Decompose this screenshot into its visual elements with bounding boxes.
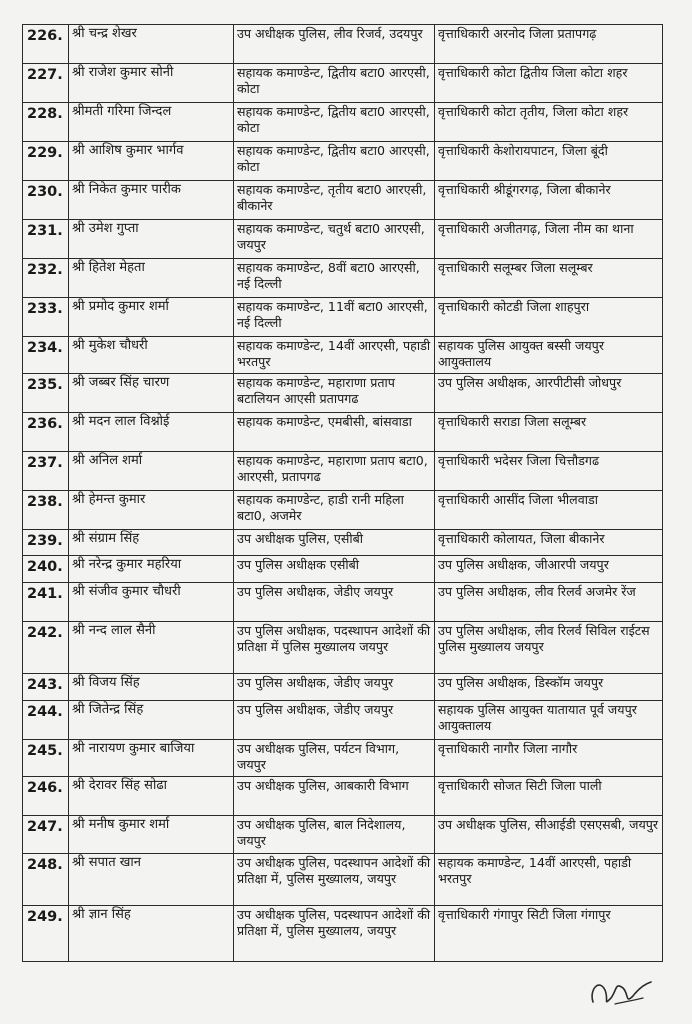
current-posting: उप अधीक्षक पुलिस, पदस्थापन आदेशों की प्रतिक्षा में, पुलिस मुख्यालय, जयपुर: [234, 906, 435, 962]
new-posting: उप पुलिस अधीक्षक, डिस्कॉम जयपुर: [435, 674, 663, 701]
new-posting: वृत्ताधिकारी आसींद जिला भीलवाडा: [435, 491, 663, 530]
current-posting: उप अधीक्षक पुलिस, बाल निदेशालय, जयपुर: [234, 816, 435, 854]
table-row: [23, 740, 663, 777]
new-posting: वृत्ताधिकारी सराडा जिला सलूम्बर: [435, 413, 663, 452]
officer-name: श्री सपात खान: [69, 854, 234, 906]
officer-name: श्री आशिष कुमार भार्गव: [69, 142, 234, 181]
officer-name: श्री जब्बर सिंह चारण: [69, 374, 234, 413]
table-row: [23, 622, 663, 674]
table-row: [23, 674, 663, 701]
table-row: [23, 701, 663, 740]
current-posting: सहायक कमाण्डेन्ट, 11वीं बटा0 आरएसी, नई दिल्ली: [234, 298, 435, 337]
new-posting: वृत्ताधिकारी कोलायत, जिला बीकानेर: [435, 530, 663, 556]
officer-name: श्री देरावर सिंह सोढा: [69, 777, 234, 816]
officer-name: श्री मुकेश चौधरी: [69, 337, 234, 374]
table-row: [23, 854, 663, 906]
new-posting: उप पुलिस अधीक्षक, आरपीटीसी जोधपुर: [435, 374, 663, 413]
new-posting: वृत्ताधिकारी कोटा द्वितीय जिला कोटा शहर: [435, 64, 663, 103]
current-posting: सहायक कमाण्डेन्ट, चतुर्थ बटा0 आरएसी, जयपुर: [234, 220, 435, 259]
current-posting: उप पुलिस अधीक्षक, जेडीए जयपुर: [234, 583, 435, 622]
officer-name: श्री मनीष कुमार शर्मा: [69, 816, 234, 854]
new-posting: सहायक पुलिस आयुक्त यातायात पूर्व जयपुर आयुक्तालय: [435, 701, 663, 740]
officer-name: श्री उमेश गुप्ता: [69, 220, 234, 259]
officer-name: श्री हेमन्त कुमार: [69, 491, 234, 530]
new-posting: वृत्ताधिकारी नागौर जिला नागौर: [435, 740, 663, 777]
current-posting: सहायक कमाण्डेन्ट, द्वितीय बटा0 आरएसी, कोटा: [234, 142, 435, 181]
serial-number: 234.: [23, 337, 69, 374]
officer-name: श्री ज्ञान सिंह: [69, 906, 234, 962]
current-posting: उप अधीक्षक पुलिस, पर्यटन विभाग, जयपुर: [234, 740, 435, 777]
table-row: [23, 413, 663, 452]
serial-number: 241.: [23, 583, 69, 622]
serial-number: 233.: [23, 298, 69, 337]
officer-name: श्री संग्राम सिंह: [69, 530, 234, 556]
table-row: [23, 777, 663, 816]
table-row: [23, 181, 663, 220]
current-posting: सहायक कमाण्डेन्ट, द्वितीय बटा0 आरएसी, कोटा: [234, 64, 435, 103]
officer-name: श्री चन्द्र शेखर: [69, 25, 234, 64]
table-row: [23, 64, 663, 103]
new-posting: उप पुलिस अधीक्षक, लीव रिलर्व सिविल राईटस पुलिस मुख्यालय जयपुर: [435, 622, 663, 674]
current-posting: उप पुलिस अधीक्षक, जेडीए जयपुर: [234, 674, 435, 701]
officer-name: श्री अनिल शर्मा: [69, 452, 234, 491]
serial-number: 239.: [23, 530, 69, 556]
officer-name: श्री हितेश मेहता: [69, 259, 234, 298]
table-row: [23, 298, 663, 337]
serial-number: 240.: [23, 556, 69, 583]
new-posting: वृत्ताधिकारी सोजत सिटी जिला पाली: [435, 777, 663, 816]
signature: [585, 968, 655, 1014]
new-posting: वृत्ताधिकारी अजीतगढ़, जिला नीम का थाना: [435, 220, 663, 259]
transfer-list-table: [22, 24, 663, 962]
officer-name: श्री नन्द लाल सैनी: [69, 622, 234, 674]
table-row: [23, 556, 663, 583]
serial-number: 242.: [23, 622, 69, 674]
serial-number: 243.: [23, 674, 69, 701]
table-row: [23, 374, 663, 413]
serial-number: 231.: [23, 220, 69, 259]
officer-name: श्री मदन लाल विश्नोई: [69, 413, 234, 452]
serial-number: 238.: [23, 491, 69, 530]
officer-name: श्री निकेत कुमार पारीक: [69, 181, 234, 220]
new-posting: उप पुलिस अधीक्षक, जीआरपी जयपुर: [435, 556, 663, 583]
officer-name: श्री नारायण कुमार बाजिया: [69, 740, 234, 777]
current-posting: सहायक कमाण्डेन्ट, तृतीय बटा0 आरएसी, बीकानेर: [234, 181, 435, 220]
current-posting: सहायक कमाण्डेन्ट, एमबीसी, बांसवाडा: [234, 413, 435, 452]
new-posting: वृत्ताधिकारी कोटडी जिला शाहपुरा: [435, 298, 663, 337]
current-posting: उप अधीक्षक पुलिस, पदस्थापन आदेशों की प्रतिक्षा में, पुलिस मुख्यालय, जयपुर: [234, 854, 435, 906]
serial-number: 226.: [23, 25, 69, 64]
current-posting: उप पुलिस अधीक्षक, जेडीए जयपुर: [234, 701, 435, 740]
new-posting: वृत्ताधिकारी अरनोद जिला प्रतापगढ़: [435, 25, 663, 64]
current-posting: उप अधीक्षक पुलिस, आबकारी विभाग: [234, 777, 435, 816]
table-row: [23, 906, 663, 962]
current-posting: सहायक कमाण्डेन्ट, हाडी रानी महिला बटा0, अजमेर: [234, 491, 435, 530]
current-posting: सहायक कमाण्डेन्ट, 8वीं बटा0 आरएसी, नई दिल्ली: [234, 259, 435, 298]
table-row: [23, 530, 663, 556]
serial-number: 228.: [23, 103, 69, 142]
new-posting: उप अधीक्षक पुलिस, सीआईडी एसएसबी, जयपुर: [435, 816, 663, 854]
table-row: [23, 142, 663, 181]
serial-number: 247.: [23, 816, 69, 854]
table-row: [23, 583, 663, 622]
current-posting: सहायक कमाण्डेन्ट, द्वितीय बटा0 आरएसी, कोटा: [234, 103, 435, 142]
new-posting: वृत्ताधिकारी केशोरायपाटन, जिला बूंदी: [435, 142, 663, 181]
new-posting: वृत्ताधिकारी गंगापुर सिटी जिला गंगापुर: [435, 906, 663, 962]
current-posting: सहायक कमाण्डेन्ट, महाराणा प्रताप बटा0, आरएसी, प्रतापगढ: [234, 452, 435, 491]
serial-number: 237.: [23, 452, 69, 491]
officer-name: श्री प्रमोद कुमार शर्मा: [69, 298, 234, 337]
current-posting: सहायक कमाण्डेन्ट, महाराणा प्रताप बटालियन आएसी प्रतापगढ: [234, 374, 435, 413]
new-posting: सहायक कमाण्डेन्ट, 14वीं आरएसी, पहाडी भरतपुर: [435, 854, 663, 906]
current-posting: उप अधीक्षक पुलिस, लीव रिजर्व, उदयपुर: [234, 25, 435, 64]
serial-number: 248.: [23, 854, 69, 906]
officer-name: श्री संजीव कुमार चौधरी: [69, 583, 234, 622]
table-row: [23, 259, 663, 298]
table-body: [23, 25, 663, 962]
new-posting: सहायक पुलिस आयुक्त बस्सी जयपुर आयुक्तालय: [435, 337, 663, 374]
serial-number: 235.: [23, 374, 69, 413]
current-posting: उप अधीक्षक पुलिस, एसीबी: [234, 530, 435, 556]
table-row: [23, 25, 663, 64]
current-posting: उप पुलिस अधीक्षक, पदस्थापन आदेशों की प्रतिक्षा में पुलिस मुख्यालय जयपुर: [234, 622, 435, 674]
new-posting: वृत्ताधिकारी कोटा तृतीय, जिला कोटा शहर: [435, 103, 663, 142]
serial-number: 230.: [23, 181, 69, 220]
table-row: [23, 103, 663, 142]
serial-number: 229.: [23, 142, 69, 181]
table-row: [23, 491, 663, 530]
serial-number: 249.: [23, 906, 69, 962]
new-posting: वृत्ताधिकारी भदेसर जिला चित्तौडगढ: [435, 452, 663, 491]
officer-name: श्री नरेन्द्र कुमार महरिया: [69, 556, 234, 583]
current-posting: सहायक कमाण्डेन्ट, 14वीं आरएसी, पहाडी भरतपुर: [234, 337, 435, 374]
current-posting: उप पुलिस अधीक्षक एसीबी: [234, 556, 435, 583]
new-posting: वृत्ताधिकारी सलूम्बर जिला सलूम्बर: [435, 259, 663, 298]
officer-name: श्रीमती गरिमा जिन्दल: [69, 103, 234, 142]
table-row: [23, 337, 663, 374]
serial-number: 232.: [23, 259, 69, 298]
table-row: [23, 816, 663, 854]
serial-number: 236.: [23, 413, 69, 452]
officer-name: श्री विजय सिंह: [69, 674, 234, 701]
table-row: [23, 220, 663, 259]
table-row: [23, 452, 663, 491]
serial-number: 246.: [23, 777, 69, 816]
new-posting: उप पुलिस अधीक्षक, लीव रिलर्व अजमेर रेंज: [435, 583, 663, 622]
serial-number: 245.: [23, 740, 69, 777]
new-posting: वृत्ताधिकारी श्रीडूंगरगढ़, जिला बीकानेर: [435, 181, 663, 220]
serial-number: 227.: [23, 64, 69, 103]
officer-name: श्री राजेश कुमार सोनी: [69, 64, 234, 103]
officer-name: श्री जितेन्द्र सिंह: [69, 701, 234, 740]
serial-number: 244.: [23, 701, 69, 740]
